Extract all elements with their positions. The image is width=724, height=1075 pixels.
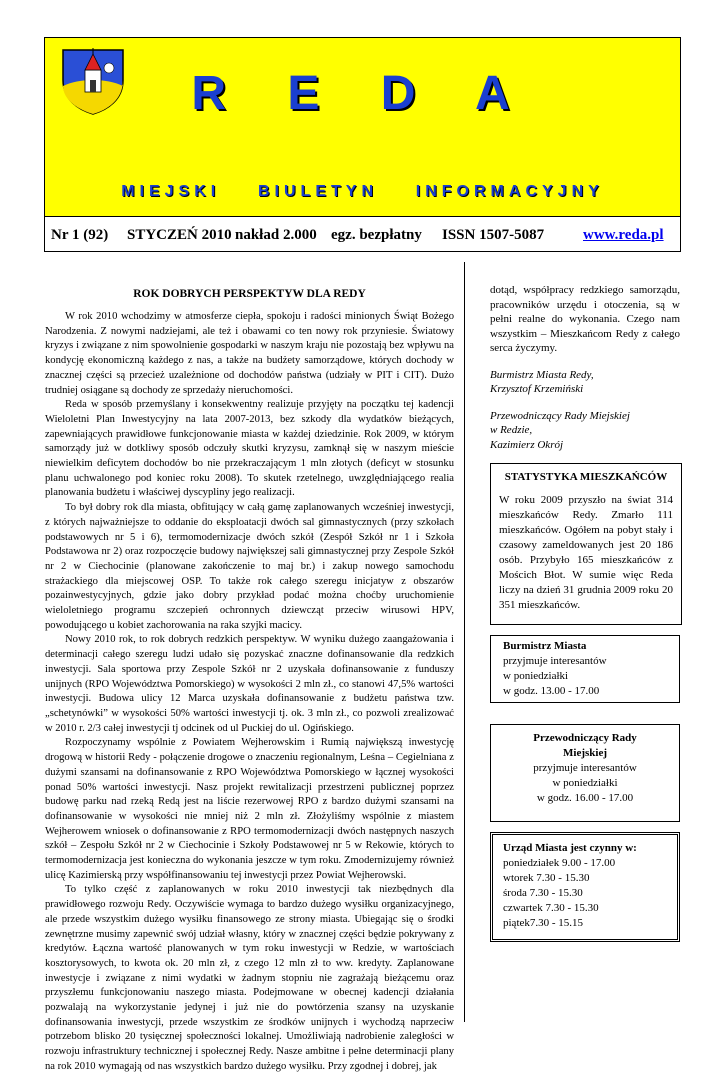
mayor-box-line: w poniedziałki [503,670,569,682]
continuation-text: dotąd, współpracy redzkiego samorządu, pracowników urzędu i otoczenia, są w pełni realne do wykonania. Czego nam wszystkim – Mieszkańcom Redy z całego serca życzymy. [490,284,680,354]
chair-signature [490,409,680,453]
article-paragraph: To tylko część z zaplanowanych w roku 2010 inwestycji tak niezbędnych dla prawidłowego rozwoju Redy. Oczywiście wymaga to bardzo dużego wysiłku organizacyjnego, ale przede wszystkim dużego wysiłku finansowego ze strony miasta. Ubiegając się o środki zewnętrzne musimy zapewnić swój udział własny, który w znacznej części będzie pokrywany z kredytów. Łączna wartość planowanych w tym roku inwestycji w Redzie, w wartościach kosztorysowych, to kwota ok. 20 mln zł, z czego 12 mln zł to ww. kredyty. Zaplanowane inwestycje i związane z nimi wydatki w żadnym stopniu nie zagrażają bieżącemu oraz przyszłemu funkcjonowaniu naszego miasta. Podejmowane w obecnej kadencji działania pozwalają na wykorzystanie jedynej i już nie do powtórzenia szansy na uzyskanie dofinansowania inwestycji, przede wszystkim ze środków unijnych i wychodzą naprzeciw potrzebom blisko 20 tysięcznej społeczności lokalnej. Umożliwiają nadrobienie zaległości w rozwoju infrastruktury technicznej i społecznej Redy. Nasze ambitne i pełne determinacji plany na rok 2010 wymagają od nas wszystkich bardzo dużego wysiłku. Przy zgodnej i dobrej, jak [45,884,454,1072]
chair-box-title: Przewodniczący Rady [533,732,637,744]
circulation: nakład 2.000 [235,227,317,243]
signature-line: Przewodniczący Rady Miejskiej [490,409,630,422]
issue-info-bar [44,217,681,252]
office-hours-row: czwartek 7.30 - 15.30 [503,902,599,914]
article-paragraph: To był dobry rok dla miasta, obfitujący w całą gamę zaplanowanych wcześniej inwestycji, z których najważniejsze to oddanie do eksploatacji dwóch sal gimnastycznych (przy szkołach podstawowych nr 5 i 6), termomodernizacje dwóch szkół (Zespół Szkół nr 1 i Szkoła Podstawowa nr 2) oraz rozpoczęcie budowy największej sali gimnastycznej przy Zespole Szkół nr 2 w Ciechocinie (planowane zakończenie to maj br.) i zakup nowego samochodu strażackiego dla miejscowej OSP. To także rok całego szeregu inicjatyw z obszarów pozainwestycyjnych, gdzie jako dobry przykład podać można choćby uruchomienie wieloletniego programu szczepień ochronnych dziewcząt przeciw wirusowi HPV, powodującego u kobiet zachorowania na raka szyjki macicy. [45,502,454,631]
mayor-hours-box [490,635,680,703]
office-hours-row: środa 7.30 - 15.30 [503,887,583,899]
office-hours-row: piątek7.30 - 15.15 [503,917,584,929]
mayor-box-hours: w godz. 13.00 - 17.00 [503,685,600,697]
article-paragraph: W rok 2010 wchodzimy w atmosferze ciepła, spokoju i radości minionych Świąt Bożego Narodzenia. Z nowymi nadziejami, ale też i obawami co ten nowy rok przyniesie. Światowy kryzys i związane z nim spowolnienie gospodarki w naszym kraju nie pozostają bez wpływu na kondycję ekonomiczną każdego z nas, a także na budżety samorządowe, których dochody w znacznej części są przecież uzależnione od dochodów państwa (udziały w PIT i CIT). Dużo trudniej osiągane są dochody ze sprzedaży nieruchomości. [45,311,454,396]
article-paragraph: Reda w sposób przemyślany i konsekwentny realizuje przyjęty na początku tej kadencji Wieloletni Plan Inwestycyjny na lata 2007-2013, bez szkody dla wydatków bieżących, zapewniających prawidłowe funkcjonowanie miasta w każdej dziedzinie. Rok 2009, w którym samorządy już w dotkliwy sposób odczuły skutki kryzysu, zamknął się w naszym mieście niewielkim deficytem dochodów bo nie przekraczającym 1 mln złotych (deficyt w stosunku planu uchwalonego pod koniec roku 2008). To skutek rzetelnego, uwzględniającego realia planowania budżetu i właściwej dyscypliny jego realizacji. [45,399,454,499]
chair-box-title: Miejskiej [563,747,607,759]
office-hours-row: poniedziałek 9.00 - 17.00 [503,857,616,869]
statistics-box [490,463,682,625]
masthead-title: R E D A [191,67,534,120]
office-hours-title: Urząd Miasta jest czynny w: [503,842,637,854]
office-hours-box [490,832,680,942]
issn: ISSN 1507-5087 [442,227,545,243]
chair-box-line: przyjmuje interesantów [533,762,637,774]
masthead-subtitle: MIEJSKI BIULETYN INFORMACYJNY [121,183,604,200]
article-title: ROK DOBRYCH PERSPEKTYW DLA REDY [133,288,366,300]
signature-name: Kazimierz Okrój [490,438,564,451]
chair-box-line: w poniedziałki [552,777,618,789]
signature-line: Burmistrz Miasta Redy, [490,368,594,381]
issue-month: STYCZEŃ 2010 [127,227,232,243]
statistics-text: W roku 2009 przyszło na świat 314 mieszkańców Redy. Zmarło 111 mieszkańców. Ogółem na pobyt stały i czasowy zameldowanych jest 20 186 osób. Przybyło 165 mieszkańców z Mościch Błot. W sumie więc Reda liczy na dzień 31 grudnia 2009 roku 20 351 mieszkańców. [499,494,673,611]
article-paragraph: Nowy 2010 rok, to rok dobrych redzkich perspektyw. W wyniku dużego zaangażowania i determinacji całego szeregu ludzi udało się pozyskać znaczne dofinansowanie dla redzkich inwestycji. Sala sportowa przy Zespole Szkół nr 2 uzyskała dofinansowanie z funduszy unijnych (RPO Województwa Pomorskiego) w wysokości 2 mln zł., co stanowi 47,5% wartości inwestycji. Budowa ulicy 12 Marca uzyskała dofinansowanie z budżetu państwa tzw. „schetynówki” w wysokości 50% wartości inwestycji tj. ok. 3 mln zł., co pozwoli zrealizować w 2010 r. 2/3 całej inwestycji tj odcinek od ul Puckiej do ul. Ogińskiego. [45,634,454,734]
statistics-title: STATYSTYKA MIESZKAŃCÓW [504,471,668,483]
council-chair-hours-box [490,724,680,822]
article-continuation [490,283,680,452]
price: egz. bezpłatny [331,227,422,243]
mayor-box-title: Burmistrz Miasta [503,640,587,652]
mayor-signature [490,368,680,397]
mayor-box-line: przyjmuje interesantów [503,655,607,667]
signature-name: Krzysztof Krzemiński [490,383,584,395]
website-link[interactable]: www.reda.pl [583,227,664,243]
issue-number: Nr 1 (92) [51,227,109,243]
main-article [45,262,465,1072]
chair-box-hours: w godz. 16.00 - 17.00 [536,792,634,804]
masthead [44,37,681,217]
office-hours-row: wtorek 7.30 - 15.30 [503,872,590,884]
article-paragraph: Rozpoczynamy wspólnie z Powiatem Wejherowskim i Rumią największą inwestycję drogową w historii Redy - połączenie drogowe o znaczeniu regionalnym, Leśna – Cegielniana z dużymi szansami na dofinansowanie z RPO Województwa Pomorskiego w łącznej wysokości ponad 50% wartości inwestycji. Nasz projekt rewitalizacji przestrzeni publicznej poprzez budowę parku nad rzeką Redą jest na liście rezerwowej RPO z bardzo dużymi szansami na dofinansowanie w wysokości nie mniej niż 2 mln zł. Złożyliśmy wspólnie z miastem Wejherowem wniosek o dofinansowanie z RPO termomodernizacji dwóch następnych naszych szkół – Zespołu Szkół nr 2 w Ciechocinie i Szkoły Podstawowej nr 5 w Rekowie, których to termomodernizacja jest konieczna do wykonania jeszcze w tym roku. Zmodernizujemy również ulicę Kazimierską przy współfinansowaniu tej inwestycji przez Powiat Wejherowski. [45,737,454,881]
signature-line: w Redzie, [490,424,533,436]
